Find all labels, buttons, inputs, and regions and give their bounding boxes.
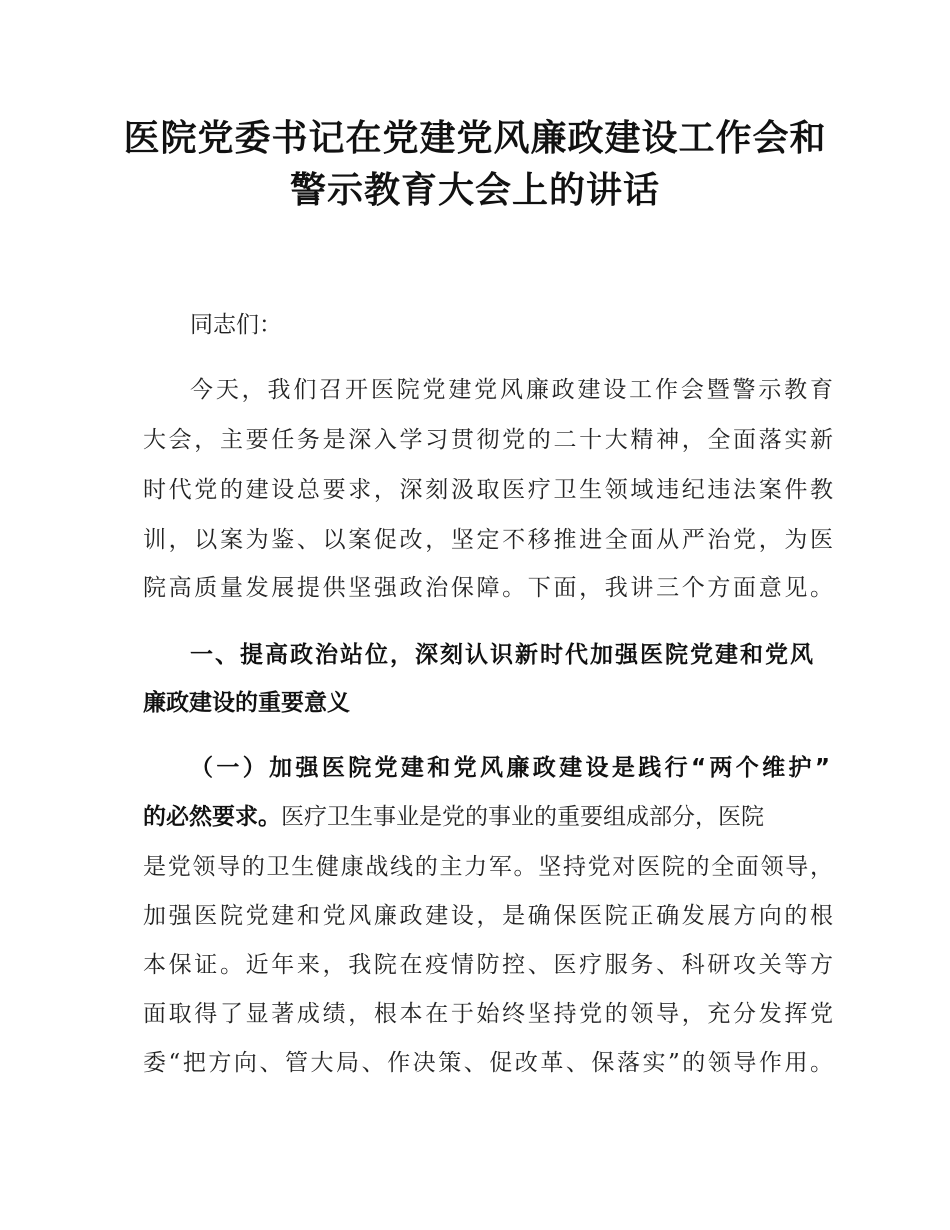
subsection-1-body-line-2: 加强医院党建和党风廉政建设，是确保医院正确发展方向的根 [143,903,833,929]
subsection-1-body-line-1: 是党领导的卫生健康战线的主力军。坚持党对医院的全面领导， [143,854,833,880]
subsection-1-body-line-4: 面取得了显著成绩，根本在于始终坚持党的领导，充分发挥党 [143,1001,833,1027]
section-1-heading-line-2: 廉政建设的重要意义 [143,690,350,716]
intro-line-1: 今天，我们召开医院党建党风廉政建设工作会暨警示教育 [190,377,833,403]
subsection-1-body-start: 医疗卫生事业是党的事业的重要组成部分，医院 [281,804,764,830]
salutation: 同志们： [190,312,282,338]
document-title-line-1: 医院党委书记在党建党风廉政建设工作会和 [123,117,827,159]
section-1-heading-line-1: 一、提高政治站位，深刻认识新时代加强医院党建和党风 [190,642,813,668]
subsection-1-heading-end: 的必然要求。 [143,804,281,830]
intro-line-2: 大会，主要任务是深入学习贯彻党的二十大精神，全面落实新 [143,427,833,453]
intro-line-4: 训，以案为鉴、以案促改，坚定不移推进全面从严治党，为医 [143,527,833,553]
document-title-line-2: 警示教育大会上的讲话 [289,169,660,211]
subsection-1-heading-line-1: （一）加强医院党建和党风廉政建设是践行“两个维护” [190,755,830,781]
subsection-1-body-line-3: 本保证。近年来，我院在疫情防控、医疗服务、科研攻关等方 [143,952,833,978]
subsection-1-body-line-5: 委“把方向、管大局、作决策、促改革、保落实”的领导作用。 [143,1050,833,1076]
intro-line-5: 院高质量发展提供坚强政治保障。下面，我讲三个方面意见。 [143,575,833,601]
subsection-1-line-2 [143,792,833,842]
intro-line-3: 时代党的建设总要求，深刻汲取医疗卫生领域违纪违法案件教 [143,477,833,503]
